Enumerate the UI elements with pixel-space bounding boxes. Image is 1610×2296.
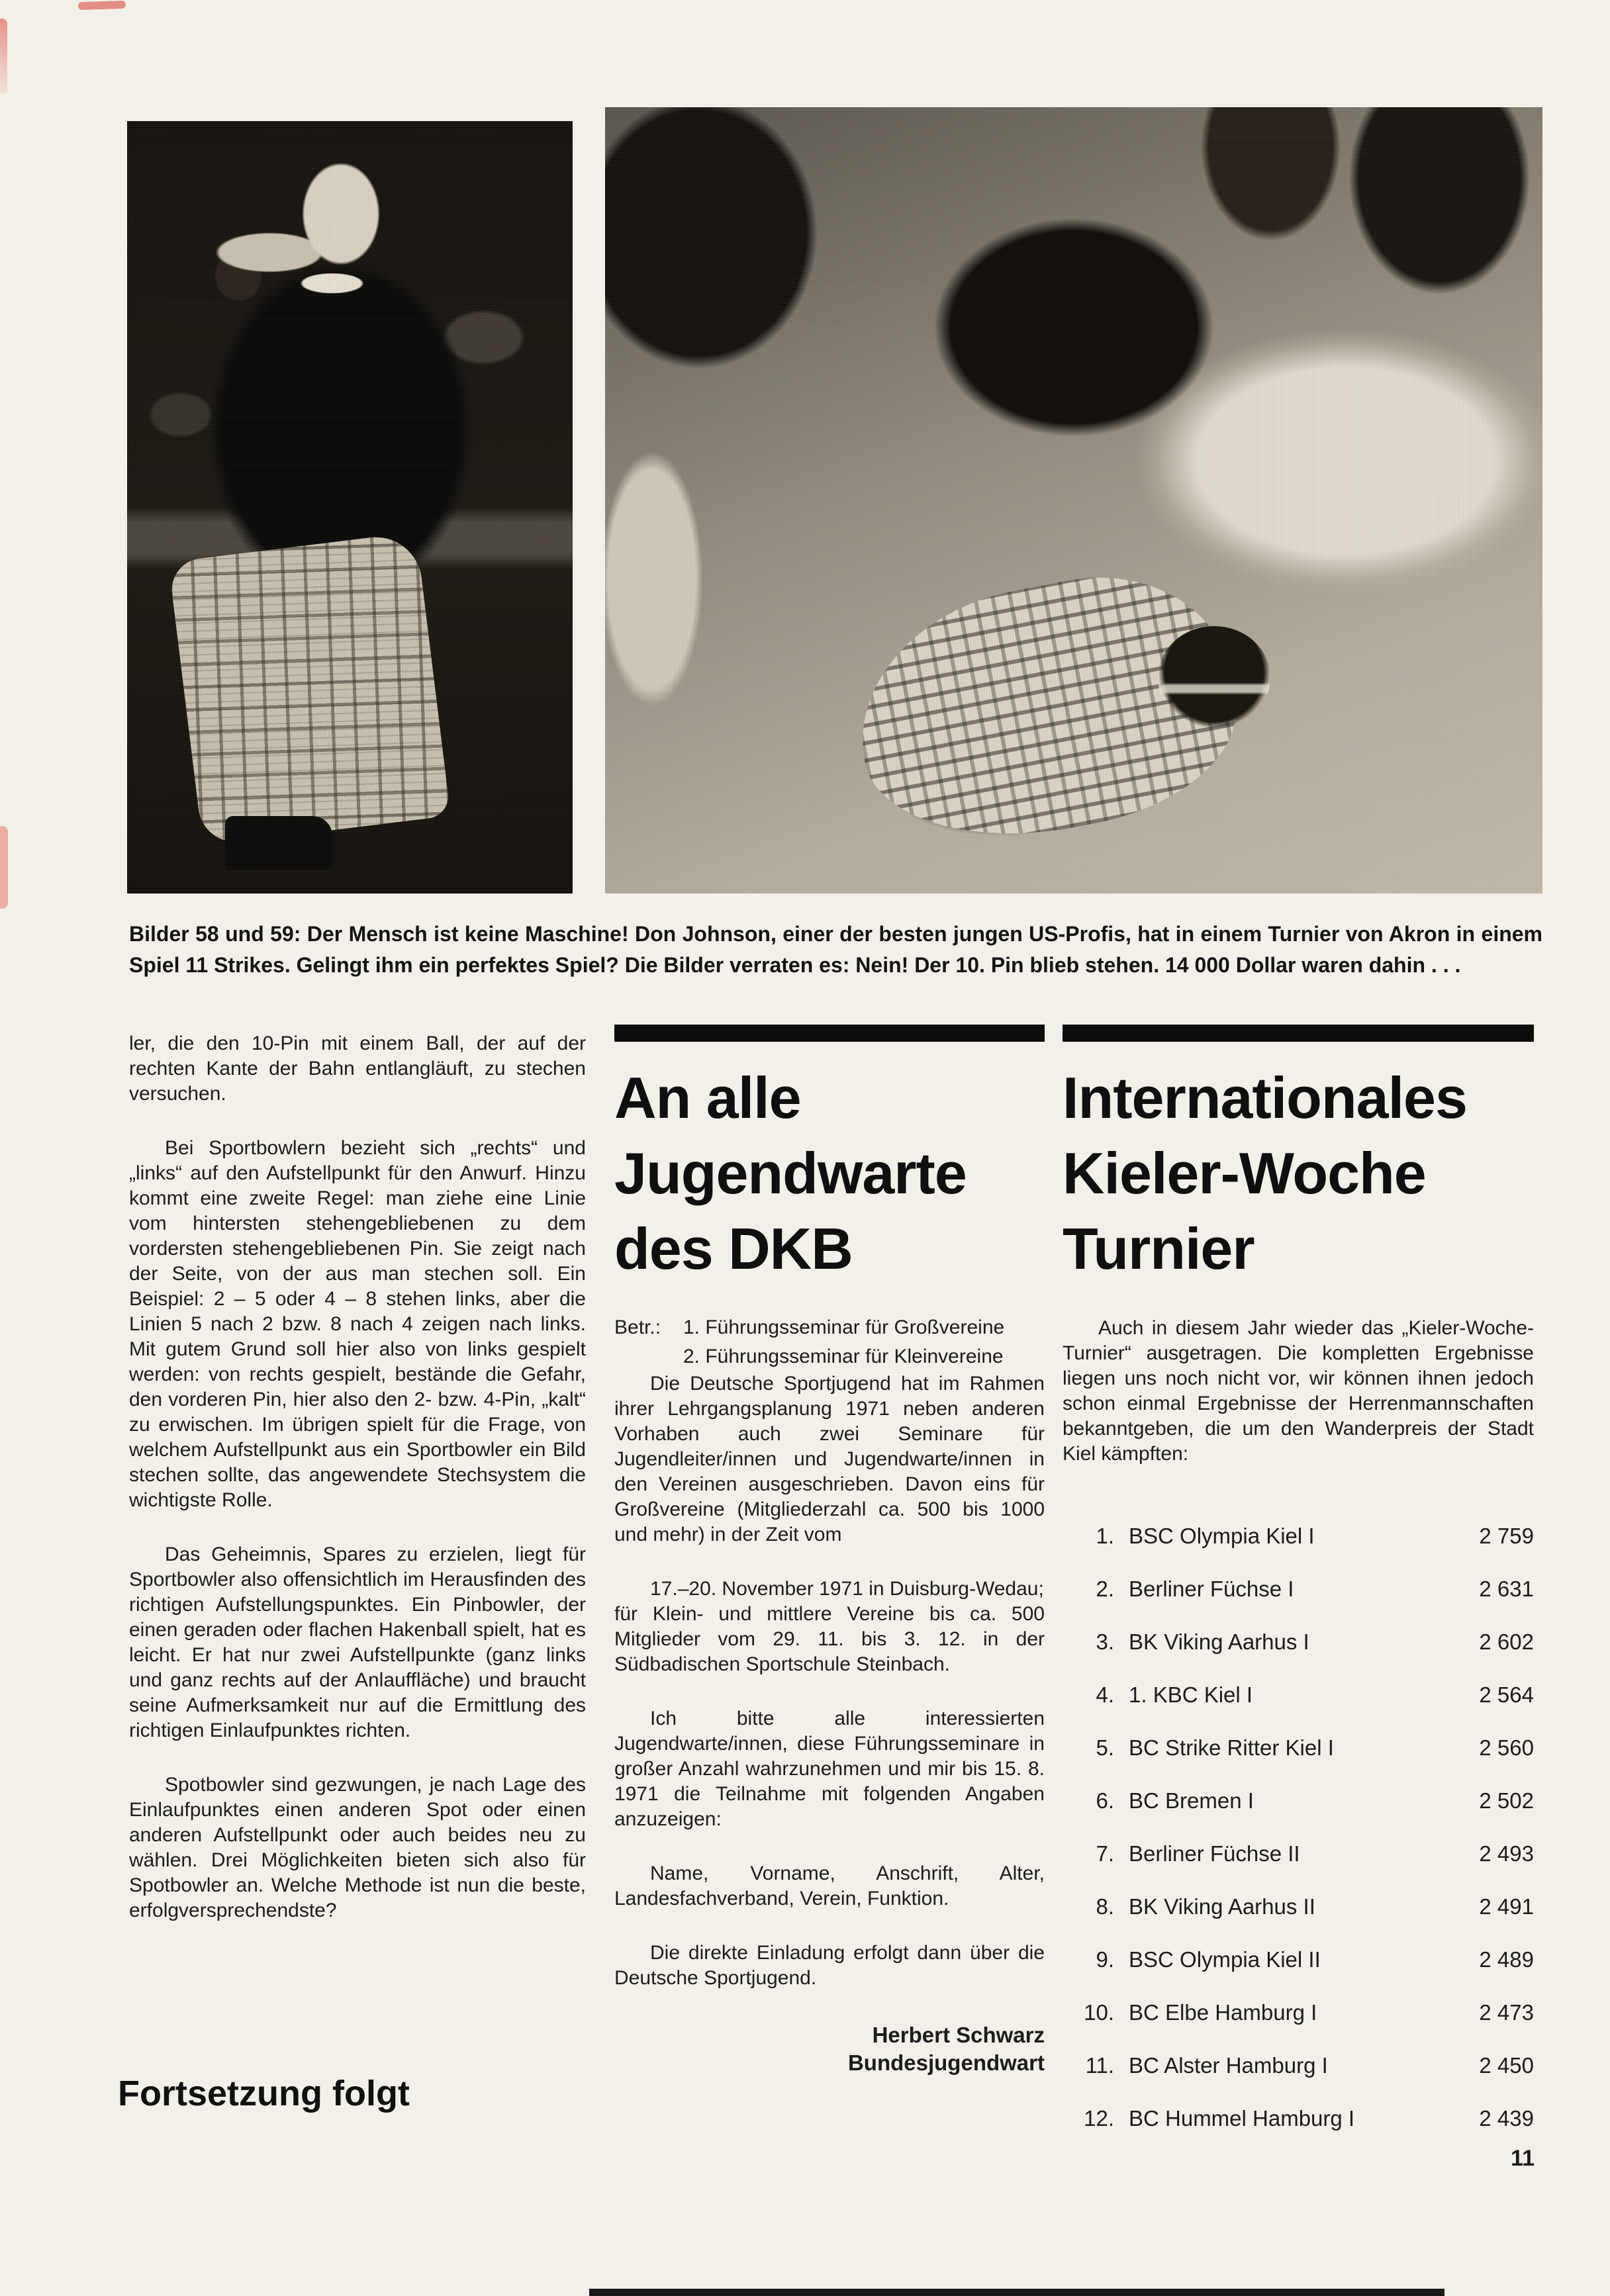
result-row bbox=[1063, 1682, 1534, 1735]
body-paragraph: 17.–20. November 1971 in Duisburg-Wedau; bbox=[650, 1578, 1044, 1600]
photo-caption: Bilder 58 und 59: Der Mensch ist keine Maschine! Don Johnson, einer der besten jungen US-Profis, hat in einem Turnier von Akron in einem Spiel 11 Strikes. Gelingt ihm ein perfektes Spiel? Die Bilder verraten es: Nein! Der 10. Pin blieb stehen. 14 000 Dollar waren dahin . . . bbox=[129, 922, 1542, 977]
title-line: Internationales bbox=[1063, 1065, 1467, 1130]
result-row bbox=[1063, 2053, 1534, 2106]
continuation-note: Fortsetzung folgt bbox=[118, 2074, 410, 2113]
section-divider-bar bbox=[1063, 1025, 1534, 1042]
plaid-trousers-shape bbox=[169, 531, 451, 845]
result-score: 2 759 bbox=[1479, 1524, 1534, 1548]
result-score: 2 489 bbox=[1479, 1947, 1534, 1972]
result-score: 2 502 bbox=[1479, 1788, 1534, 1813]
section-divider-bar bbox=[614, 1025, 1045, 1042]
result-score: 2 602 bbox=[1479, 1630, 1534, 1654]
result-team: BK Viking Aarhus I bbox=[1129, 1630, 1309, 1654]
result-team: 1. KBC Kiel I bbox=[1129, 1682, 1253, 1707]
article-title-jugendwarte bbox=[614, 1060, 1045, 1287]
shoe-shape bbox=[225, 816, 332, 870]
title-line: Turnier bbox=[1063, 1216, 1255, 1281]
result-score: 2 564 bbox=[1479, 1682, 1534, 1707]
result-team: BC Elbe Hamburg I bbox=[1129, 2000, 1317, 2025]
title-line: An alle bbox=[614, 1065, 801, 1130]
body-paragraph: ler, die den 10-Pin mit einem Ball, der auf der rechten Kante der Bahn entlangläuft, zu stechen versuchen. bbox=[129, 1033, 586, 1105]
body-paragraph: für Klein- und mittlere Vereine bis ca. 500 Mitglieder vom 29. 11. bis 3. 12. in der Südbadischen Sportschule Steinbach. bbox=[614, 1603, 1045, 1675]
result-rank: 3. bbox=[1096, 1630, 1114, 1654]
body-paragraph: Name, Vorname, Anschrift, Alter, Landesfachverband, Verein, Funktion. bbox=[614, 1862, 1045, 1909]
result-row bbox=[1063, 1524, 1534, 1577]
title-line: Jugendwarte bbox=[614, 1140, 967, 1206]
striped-cap-shape bbox=[1158, 626, 1270, 728]
result-rank: 7. bbox=[1096, 1841, 1114, 1866]
body-paragraph: Auch in diesem Jahr wieder das „Kieler-Woche-Turnier“ ausgetragen. Die kompletten Ergebnisse liegen uns noch nicht vor, wir können ihnen jedoch schon einmal Ergebnisse der Herrenmannschaften bekanntgeben, die um den Wanderpreis der Stadt Kiel kämpften: bbox=[1063, 1317, 1534, 1465]
subject-label: Betr.: bbox=[614, 1316, 661, 1338]
article-column-right bbox=[1063, 1025, 1534, 2159]
photo-bowler-action bbox=[127, 121, 573, 894]
result-rank: 12. bbox=[1084, 2106, 1114, 2131]
article-column-left bbox=[129, 1031, 586, 1923]
subject-items bbox=[683, 1313, 1045, 1371]
body-paragraph: Die direkte Einladung erfolgt dann über die Deutsche Sportjugend. bbox=[614, 1942, 1045, 1989]
red-ink-artifact bbox=[0, 826, 8, 909]
result-rank: 10. bbox=[1084, 2000, 1114, 2025]
result-row bbox=[1063, 2106, 1534, 2159]
result-rank: 4. bbox=[1096, 1682, 1114, 1707]
subject-item: 1. Führungsseminar für Großvereine bbox=[683, 1316, 1005, 1338]
result-score: 2 473 bbox=[1479, 2000, 1534, 2025]
body-paragraph: Ich bitte alle interessierten Jugendwarte/innen, diese Führungsseminare in großer Anzahl wahrzunehmen und mir bis 15. 8. 1971 die Teilnahme mit folgenden Angaben anzuzeigen: bbox=[614, 1708, 1045, 1830]
body-paragraph: Die Deutsche Sportjugend hat im Rahmen ihrer Lehrgangsplanung 1971 neben anderen Vorhaben auch zwei Seminare für Jugendleiter/innen und Jugendwarte/innen in den Vereinen ausgeschrieben. Davon eins für Großvereine (Mitgliederzahl ca. 500 bis 1000 und mehr) in der Zeit vom bbox=[614, 1373, 1045, 1545]
result-score: 2 450 bbox=[1479, 2053, 1534, 2078]
result-score: 2 560 bbox=[1479, 1735, 1534, 1760]
result-row bbox=[1063, 1894, 1534, 1947]
article-title-kieler-woche bbox=[1063, 1060, 1534, 1287]
signature-block bbox=[614, 2021, 1045, 2077]
result-rank: 6. bbox=[1096, 1788, 1114, 1813]
result-row bbox=[1063, 2000, 1534, 2053]
result-team: BSC Olympia Kiel I bbox=[1129, 1524, 1315, 1548]
subject-block bbox=[614, 1313, 1045, 1371]
page-number: 11 bbox=[1511, 2146, 1535, 2171]
result-team: Berliner Füchse II bbox=[1129, 1841, 1300, 1866]
result-rank: 9. bbox=[1096, 1947, 1114, 1972]
result-team: Berliner Füchse I bbox=[1129, 1577, 1294, 1601]
article-column-middle bbox=[614, 1025, 1045, 2077]
result-rank: 5. bbox=[1096, 1735, 1114, 1760]
body-paragraph: Spotbowler sind gezwungen, je nach Lage des Einlaufpunktes einen anderen Spot oder einen anderen Aufstellpunkt oder auch beides neu zu wählen. Drei Möglichkeiten bieten sich also für Spotbowler an. Welche Methode ist nun die beste, erfolgversprechendste? bbox=[129, 1774, 586, 1921]
result-team: BC Hummel Hamburg I bbox=[1129, 2106, 1355, 2131]
result-row bbox=[1063, 1947, 1534, 2000]
title-line: Kieler-Woche bbox=[1063, 1140, 1426, 1206]
result-row bbox=[1063, 1577, 1534, 1630]
result-team: BK Viking Aarhus II bbox=[1129, 1894, 1315, 1919]
result-row bbox=[1063, 1841, 1534, 1894]
body-paragraph: Das Geheimnis, Spares zu erzielen, liegt für Sportbowler also offensichtlich im Herausfinden des richtigen Aufstellungspunktes. Ein Pinbowler, der einen geraden oder flachen Hakenball spielt, hat es leicht. Er hat nur zwei Aufstellpunkte (ganz links und ganz rechts auf der Anlauffläche) und braucht seine Aufmerksamkeit nur auf die Ermittlung des richtigen Einlaufpunktes richten. bbox=[129, 1543, 586, 1741]
title-line: des DKB bbox=[614, 1216, 853, 1281]
result-score: 2 493 bbox=[1479, 1841, 1534, 1866]
result-team: BC Strike Ritter Kiel I bbox=[1129, 1735, 1334, 1760]
result-score: 2 439 bbox=[1479, 2106, 1534, 2131]
result-row bbox=[1063, 1735, 1534, 1788]
result-rank: 11. bbox=[1085, 2053, 1114, 2078]
result-rank: 2. bbox=[1096, 1577, 1114, 1601]
result-team: BC Bremen I bbox=[1129, 1788, 1254, 1813]
result-rank: 8. bbox=[1096, 1894, 1114, 1919]
photo-fallen-bowler bbox=[605, 107, 1542, 894]
result-rank: 1. bbox=[1096, 1524, 1114, 1548]
signature-name: Herbert Schwarz bbox=[872, 2023, 1045, 2047]
result-team: BSC Olympia Kiel II bbox=[1129, 1947, 1321, 1972]
result-team: BC Alster Hamburg I bbox=[1129, 2053, 1328, 2078]
scan-edge-artifact bbox=[589, 2289, 1444, 2296]
red-ink-artifact bbox=[78, 1, 126, 11]
red-ink-artifact bbox=[0, 19, 7, 95]
result-row bbox=[1063, 1788, 1534, 1841]
result-row bbox=[1063, 1630, 1534, 1682]
result-score: 2 631 bbox=[1479, 1577, 1534, 1601]
body-paragraph: Bei Sportbowlern bezieht sich „rechts“ und „links“ auf den Aufstellpunkt für den Anwurf. Hinzu kommt eine zweite Regel: man ziehe eine Linie vom hintersten stehengebliebenen zu dem vordersten stehengebliebenen Pin. Sie zeigt nach der Seite, von der aus man stechen soll. Ein Beispiel: 2 – 5 oder 4 – 8 stehen links, aber die Linien 5 nach 2 bzw. 8 nach 4 zeigen nach links. Mit gutem Grund soll hier also von links gespielt werden: von rechts gespielt, bestände die Gefahr, den vorderen Pin, hier also den 2- bzw. 4-Pin, „kalt“ zu erwischen. Im übrigen spielt für die Frage, von welchem Aufstellpunkt aus ein Sportbowler ein Bild stechen sollte, das angewendete Stechsystem die wichtigste Rolle. bbox=[129, 1137, 586, 1511]
signature-role: Bundesjugendwart bbox=[847, 2050, 1045, 2075]
result-score: 2 491 bbox=[1479, 1894, 1534, 1919]
results-table bbox=[1063, 1524, 1534, 2159]
subject-item: 2. Führungsseminar für Kleinvereine bbox=[683, 1346, 1004, 1367]
